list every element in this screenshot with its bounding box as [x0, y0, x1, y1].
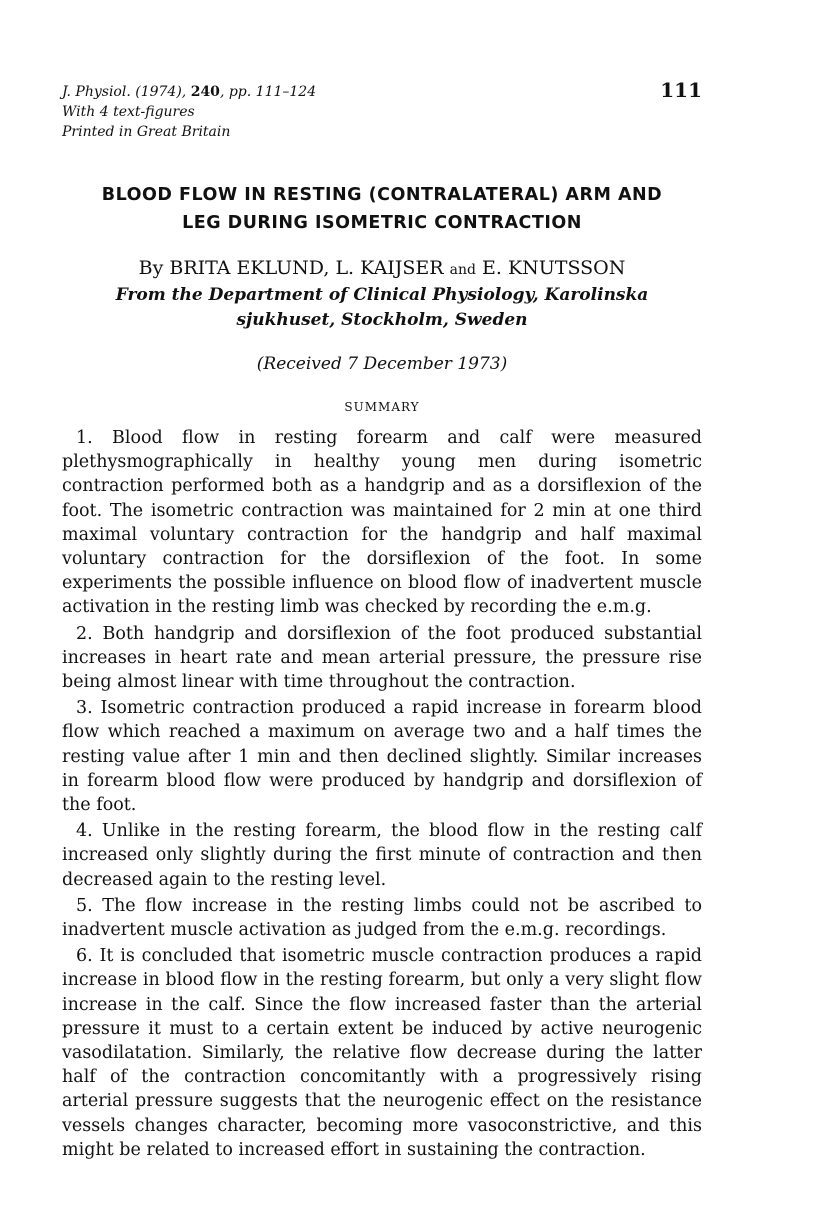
title-line-2: LEG DURING ISOMETRIC CONTRACTION	[182, 213, 582, 233]
received-date: (Received 7 December 1973)	[256, 354, 508, 374]
printed-note: Printed in Great Britain	[62, 124, 231, 140]
summary-paragraph: 6. It is concluded that isometric muscle contraction produces a rapid increase in blood flow in the resting forearm, but only a very slight flow increase in the calf. Since the flow increased faster than the arterial pressure it must to a certain extent be induced by active neurogenic vasodilatation. Similarly, the relative flow decrease during the latter half of the contraction concomitantly with a progressively rising arterial pressure suggests that the neurogenic effect on the resistance vessels changes character, becoming more vasoconstrictive, and this might be related to increased effort in sustaining the contraction.	[62, 946, 702, 1160]
summary-heading: SUMMARY	[344, 400, 420, 414]
title-line-1: BLOOD FLOW IN RESTING (CONTRALATERAL) ARM AND	[101, 185, 663, 205]
affiliation-line-2: sjukhuset, Stockholm, Sweden	[236, 310, 528, 330]
journal-pages: , pp. 111–124	[219, 84, 317, 100]
journal-name: J. Physiol.	[62, 84, 131, 100]
by-label: By	[138, 257, 164, 279]
authors-first: BRITA EKLUND, L. KAIJSER	[169, 257, 444, 279]
citation-line	[62, 82, 702, 102]
journal-year: (1974),	[130, 84, 191, 100]
summary-paragraph: 3. Isometric contraction produced a rapid increase in forearm blood flow which reached a maximum on average two and a half times the resting value after 1 min and then declined slightly. Similar increases in forearm blood flow were produced by handgrip and dorsiflexion of the foot.	[62, 698, 702, 816]
affiliation-line-1: From the Department of Clinical Physiology, Karolinska	[115, 285, 649, 305]
article-title	[62, 181, 702, 237]
summary-body	[62, 426, 702, 1164]
summary-paragraph: 5. The flow increase in the resting limbs could not be ascribed to inadvertent muscle activation as judged from the e.m.g. recordings.	[62, 895, 702, 941]
and-label: and	[449, 262, 476, 278]
summary-paragraph: 2. Both handgrip and dorsiflexion of the foot produced substantial increases in heart rate and mean arterial pressure, the pressure rise being almost linear with time throughout the contraction.	[62, 623, 702, 693]
summary-paragraph: 1. Blood flow in resting forearm and calf were measured plethysmographically in healthy young men during isometric contraction performed both as a handgrip and as a dorsiflexion of the foot. The isometric contraction was maintained for 2 min at one third maximal voluntary contraction for the handgrip and half maximal voluntary contraction for the dorsiflexion of the foot. In some experiments the possible influence on blood flow of inadvertent muscle activation in the resting limb was checked by recording the e.m.g.	[62, 428, 702, 618]
page-number: 111	[660, 78, 702, 102]
author-line	[62, 255, 702, 283]
affiliation	[62, 283, 702, 333]
summary-paragraph: 4. Unlike in the resting forearm, the blood flow in the resting calf increased only slightly during the first minute of contraction and then decreased again to the resting level.	[62, 821, 702, 890]
journal-volume: 240	[190, 84, 220, 100]
journal-header	[62, 78, 702, 142]
figures-note: With 4 text-figures	[62, 104, 195, 120]
authors-last: E. KNUTSSON	[482, 257, 626, 279]
